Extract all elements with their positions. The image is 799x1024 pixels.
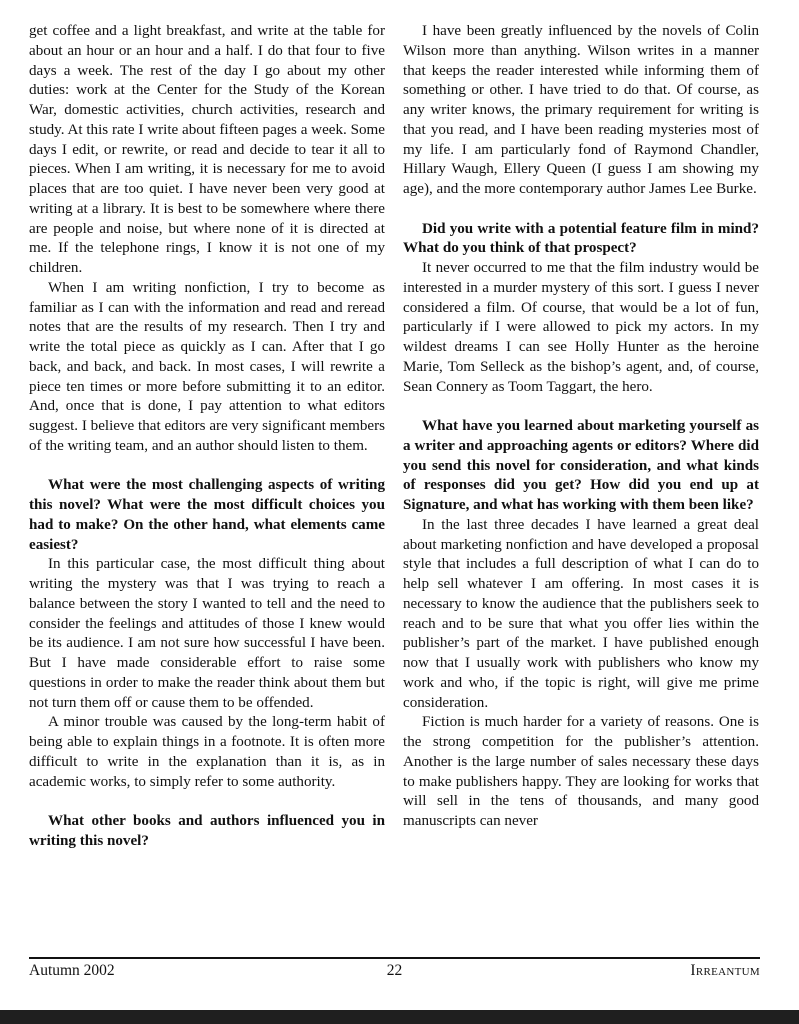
interview-question: What were the most challenging aspects of writing this novel? What were the most difficult choices you had to make? On the other hand, what elements came easiest? <box>29 477 385 553</box>
paragraph: I have been greatly influenced by the novels of Colin Wilson more than anything. Wilson writes in a manner that keeps the reader interested while informing them of something or other. I have tried to do that. Of course, as any writer knows, the primary requirement for writing is that you read, and I have been reading mysteries most of my life. I am particularly fond of Raymond Chandler, Hillary Waugh, Ellery Queen (I guess I am showing my age), and the more contemporary author James Lee Burke. <box>403 23 759 197</box>
left-column <box>29 22 385 852</box>
interview-question: What other books and authors influenced you in writing this novel? <box>29 813 385 849</box>
paragraph: Fiction is much harder for a variety of reasons. One is the strong competition for the publisher’s attention. Another is the large number of sales necessary these days to make publishers happy. They are looking for works that will sell in the tens of thousands, and many good manuscripts can never <box>403 714 759 829</box>
interview-question: What have you learned about marketing yourself as a writer and approaching agents or editors? Where did you send this novel for consideration, and what kinds of responses did you get? How did you end up at Signature, and what has working with them been like? <box>403 418 759 513</box>
paragraph: It never occurred to me that the film industry would be interested in a murder mystery of this sort. I guess I never considered a film. Of course, that would be a lot of fun, particularly if I were allowed to pick my actors. In my wildest dreams I can see Holly Hunter as the heroine Marie, Tom Selleck as the bishop’s agent, and, of course, Sean Connery as Toom Taggart, the hero. <box>403 260 759 395</box>
paragraph: In the last three decades I have learned a great deal about marketing nonfiction and have developed a proposal style that includes a full description of what I can do to help sell whatever I am offering. In most cases it is necessary to know the audience that the publishers seek to reach and to be sure that what you offer lies within the publisher’s part of the market. I have published enough now that I usually work with publishers who know my work and who, if the topic is right, will give me prime consideration. <box>403 516 759 711</box>
paragraph: A minor trouble was caused by the long-term habit of being able to explain things in a footnote. It is often more difficult to write in the explanation than it is, as in academic works, to simply refer to some authority. <box>29 714 385 790</box>
paragraph: In this particular case, the most difficult thing about writing the mystery was that I was trying to reach a balance between the story I wanted to tell and the need to consider the feelings and attitudes of those I knew would be its audience. I am not sure how successful I have been. But I have made considerable effort to raise some questions in order to make the reader think about them but not turn them off or cause them to be offended. <box>29 556 385 711</box>
paragraph: When I am writing nonfiction, I try to become as familiar as I can with the information and read and reread notes that are the results of my research. Then I try and write the total piece as quickly as I can. After that I go back, and back, and back. In most cases, I will rewrite a piece ten times or more before submitting it to an editor. And, once that is done, I pay attention to what editors suggest. I believe that editors are very significant members of the writing team, and an author should listen to them. <box>29 279 385 454</box>
footer-issue-date: Autumn 2002 <box>29 962 115 979</box>
magazine-name: Irreantum <box>690 962 760 979</box>
page-footer <box>29 960 760 982</box>
footer-rule <box>29 957 760 959</box>
viewer-bottom-bar <box>0 1010 799 1024</box>
right-column <box>403 22 759 832</box>
interview-question: Did you write with a potential feature film in mind? What do you think of that prospect? <box>403 220 759 257</box>
page-number: 22 <box>386 962 403 979</box>
paragraph: get coffee and a light breakfast, and write at the table for about an hour or an hour and a half. I do that four to five days a week. The rest of the day I go about my other duties: work at the Center for the Study of the Korean War, domestic activities, church activities, research and study. At this rate I write about fifteen pages a week. Some days I edit, or rewrite, or read and decide to tear it all to pieces. When I am writing, it is necessary for me to avoid places that are too quiet. I have never been very good at writing at a library. It is best to be somewhere where there are people and noise, but where none of it is directed at me. If the telephone rings, I know it is not one of my children. <box>29 23 385 276</box>
